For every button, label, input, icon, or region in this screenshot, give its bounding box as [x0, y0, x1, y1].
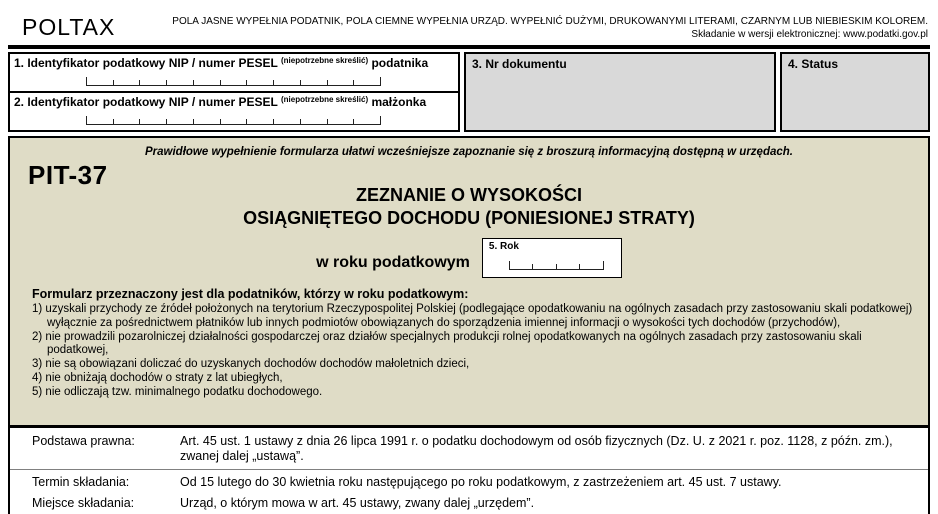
- field-nip-pesel-spouse[interactable]: [10, 91, 458, 130]
- form-header: [0, 0, 938, 41]
- audience-heading: Formularz przeznaczony jest dla podatników, którzy w roku podatkowym:: [32, 287, 469, 301]
- legal-basis-text: Art. 45 ust. 1 ustawy z dnia 26 lipca 1991 r. o podatku dochodowym od osób fizycznych (Dz. U. z 2021 r. poz. 1128, z późn. zm.), zwanej dalej „ustawą”.: [180, 434, 893, 463]
- field2-owner-text: małżonka: [371, 95, 427, 109]
- audience-item-1: 1) uzyskali przychody ze źródeł położonych na terytorium Rzeczypospolitej Polskiej (podlegające opodatkowaniu na ogólnych zasadach przy zastosowaniu skali podatkowej) wyłącznie za pośrednictwem płatników lub innych podmiotów obowiązanych do sporządzenia imiennej informacji o wysokości tych dochodów (przychodów),: [32, 303, 913, 329]
- form-code-pit37: PIT-37: [28, 160, 108, 190]
- field2-qualifier-text: (niepotrzebne skreślić): [280, 95, 369, 104]
- audience-item-5: 5) nie odliczają tzw. minimalnego podatku dochodowego.: [32, 385, 323, 398]
- legal-basis-label: Podstawa prawna:: [32, 434, 135, 448]
- tax-year-input-comb[interactable]: [509, 261, 604, 270]
- field1-qualifier-text: (niepotrzebne skreślić): [280, 56, 369, 65]
- efiling-info-text: Składanie w wersji elektronicznej: www.podatki.gov.pl: [691, 29, 928, 40]
- field-tax-year[interactable]: [482, 238, 622, 278]
- legal-row-basis: [10, 431, 928, 467]
- fill-instructions-text: POLA JASNE WYPEŁNIA PODATNIK, POLA CIEMNE WYPEŁNIA URZĄD. WYPEŁNIĆ DUŻYMI, DRUKOWANYMI LITERAMI, CZARNYM LUB NIEBIESKIM KOLOREM.: [172, 16, 928, 27]
- taxpayer-identifier-boxes: [8, 52, 460, 132]
- audience-section: [32, 287, 914, 400]
- form-title: [10, 184, 928, 230]
- form-title-line2: OSIĄGNIĘTEGO DOCHODU (PONIESIONEJ STRATY): [243, 208, 695, 228]
- field2-label-text: 2. Identyfikator podatkowy NIP / numer PESEL: [14, 95, 278, 109]
- legal-deadline-text: Od 15 lutego do 30 kwietnia roku następującego po roku podatkowym, z zastrzeżeniem art. 45 ust. 7 ustawy.: [180, 475, 782, 489]
- tax-year-row: [10, 238, 928, 278]
- form-title-line1: ZEZNANIE O WYSOKOŚCI: [355, 185, 582, 205]
- legal-place-label: Miejsce składania:: [32, 496, 135, 510]
- field-nip-pesel-spouse-label: [14, 95, 454, 109]
- field-status: 4. Status: [780, 52, 930, 132]
- legal-row-deadline: [10, 469, 928, 493]
- field-nip-pesel-taxpayer[interactable]: [10, 54, 458, 91]
- field-nip-pesel-taxpayer-label: [14, 56, 454, 70]
- field2-input-comb[interactable]: [86, 116, 381, 125]
- legal-deadline-label: Termin składania:: [32, 475, 130, 489]
- header-divider: [8, 45, 930, 49]
- form-title-section: [8, 136, 930, 428]
- audience-item-3: 3) nie są obowiązani doliczać do uzyskanych dochodów dochodów małoletnich dzieci,: [32, 358, 470, 371]
- legal-row-place: [10, 493, 928, 514]
- header-instructions: [172, 8, 930, 41]
- poltax-logo: POLTAX: [22, 14, 116, 40]
- brochure-notice-text: Prawidłowe wypełnienie formularza ułatwi wcześniejsze zapoznanie się z broszurą informacyjną dostępną w urzędach.: [144, 146, 793, 158]
- field1-owner-text: podatnika: [371, 56, 429, 70]
- field1-label-text: 1. Identyfikator podatkowy NIP / numer PESEL: [14, 56, 278, 70]
- tax-year-prefix-label: w roku podatkowym: [316, 254, 470, 271]
- legal-section: [8, 428, 930, 514]
- identifier-row: [8, 52, 930, 132]
- field1-input-comb[interactable]: [86, 77, 381, 86]
- field-tax-year-label: 5. Rok: [488, 241, 519, 252]
- audience-item-2: 2) nie prowadzili pozarolniczej działalności gospodarczej oraz działów specjalnych produkcji rolnej opodatkowanych na ogólnych zasadach przy zastosowaniu skali podatkowej,: [32, 330, 862, 357]
- field-document-number: 3. Nr dokumentu: [464, 52, 776, 132]
- legal-place-text: Urząd, o którym mowa w art. 45 ustawy, zwany dalej „urzędem”.: [180, 496, 535, 510]
- audience-item-4: 4) nie obniżają dochodów o straty z lat ubiegłych,: [32, 371, 283, 384]
